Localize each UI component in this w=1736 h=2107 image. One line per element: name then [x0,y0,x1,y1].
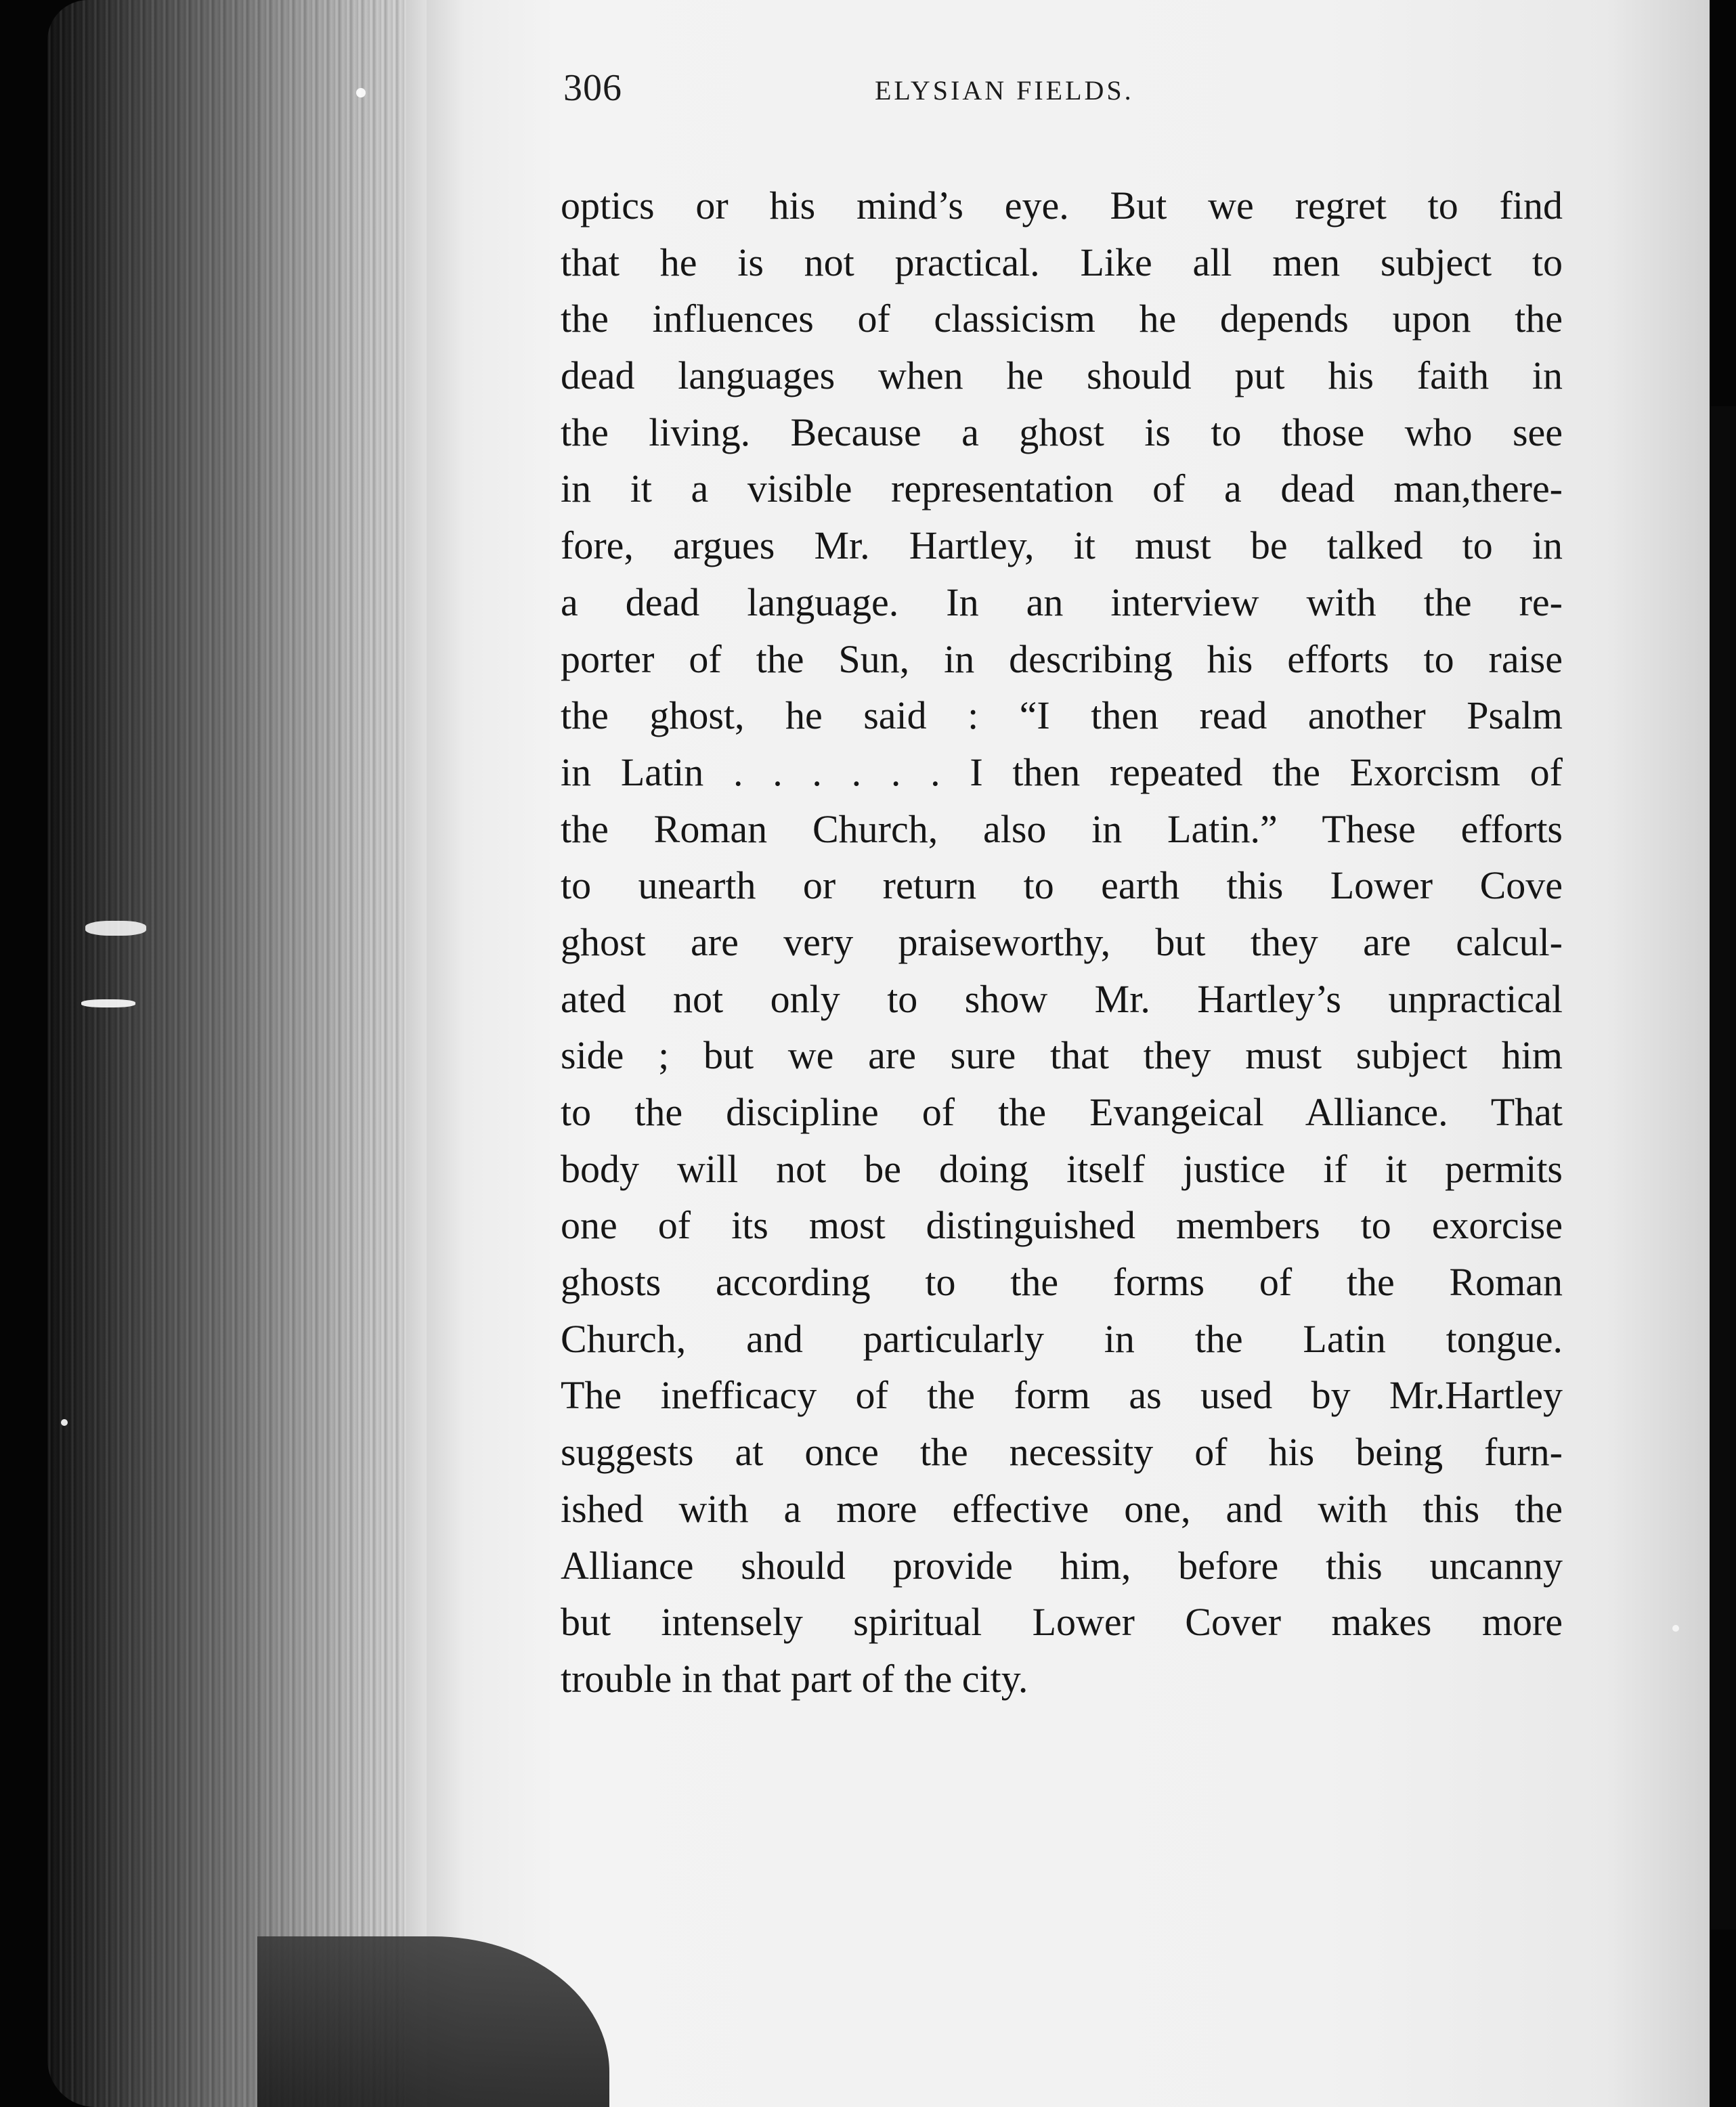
scan-speck [1672,1625,1679,1632]
text-line: ghost are very praiseworthy, but they are calcul- [561,919,1563,964]
book-page-stack-edge [47,0,454,2107]
text-line: fore, argues Mr. Hartley, it must be talked to in [561,523,1563,568]
text-line: in Latin . . . . . . I then repeated the Exorcism of [561,750,1563,794]
text-line: but intensely spiritual Lower Cover makes more [561,1600,1563,1645]
page-number: 306 [563,67,622,109]
scan-speck [81,999,135,1007]
text-line: a dead language. In an interview with the re- [561,580,1563,624]
text-line-last: trouble in that part of the city. [561,1656,1028,1701]
right-shadow-edge [1710,406,1736,1930]
text-line: Alliance should provide him, before this uncanny [561,1543,1563,1588]
text-line: porter of the Sun, in describing his efforts to raise [561,636,1563,681]
running-head [563,62,1565,116]
text-line: that he is not practical. Like all men subject to [561,240,1563,284]
text-line: Church, and particularly in the Latin tongue. [561,1316,1563,1361]
scan-speck [61,1419,68,1426]
text-line: dead languages when he should put his faith in [561,353,1563,398]
text-line: The inefficacy of the form as used by Mr.Hartley [561,1373,1563,1418]
running-title: ELYSIAN FIELDS. [875,75,1134,106]
text-line: the ghost, he said : “I then read another Psalm [561,693,1563,738]
text-line: the Roman Church, also in Latin.” These efforts [561,806,1563,851]
body-text [561,177,1563,1708]
text-line: body will not be doing itself justice if it permits [561,1146,1563,1191]
text-line: ghosts according to the forms of the Roman [561,1260,1563,1305]
text-line: ished with a more effective one, and with this the [561,1486,1563,1531]
text-line: to the discipline of the Evangeical Alliance. That [561,1090,1563,1134]
text-line: one of its most distinguished members to exorcise [561,1203,1563,1248]
text-line: ated not only to show Mr. Hartley’s unpractical [561,976,1563,1021]
scan-speck [356,88,366,97]
text-line: optics or his mind’s eye. But we regret to find [561,183,1563,227]
scan-speck [85,921,146,936]
text-line: the influences of classicism he depends upon the [561,297,1563,341]
text-line: side ; but we are sure that they must subject him [561,1033,1563,1078]
text-line: in it a visible representation of a dead man,there- [561,466,1563,511]
text-line: to unearth or return to earth this Lower Cove [561,863,1563,908]
text-line: the living. Because a ghost is to those who see [561,410,1563,454]
text-line: suggests at once the necessity of his being furn- [561,1430,1563,1475]
